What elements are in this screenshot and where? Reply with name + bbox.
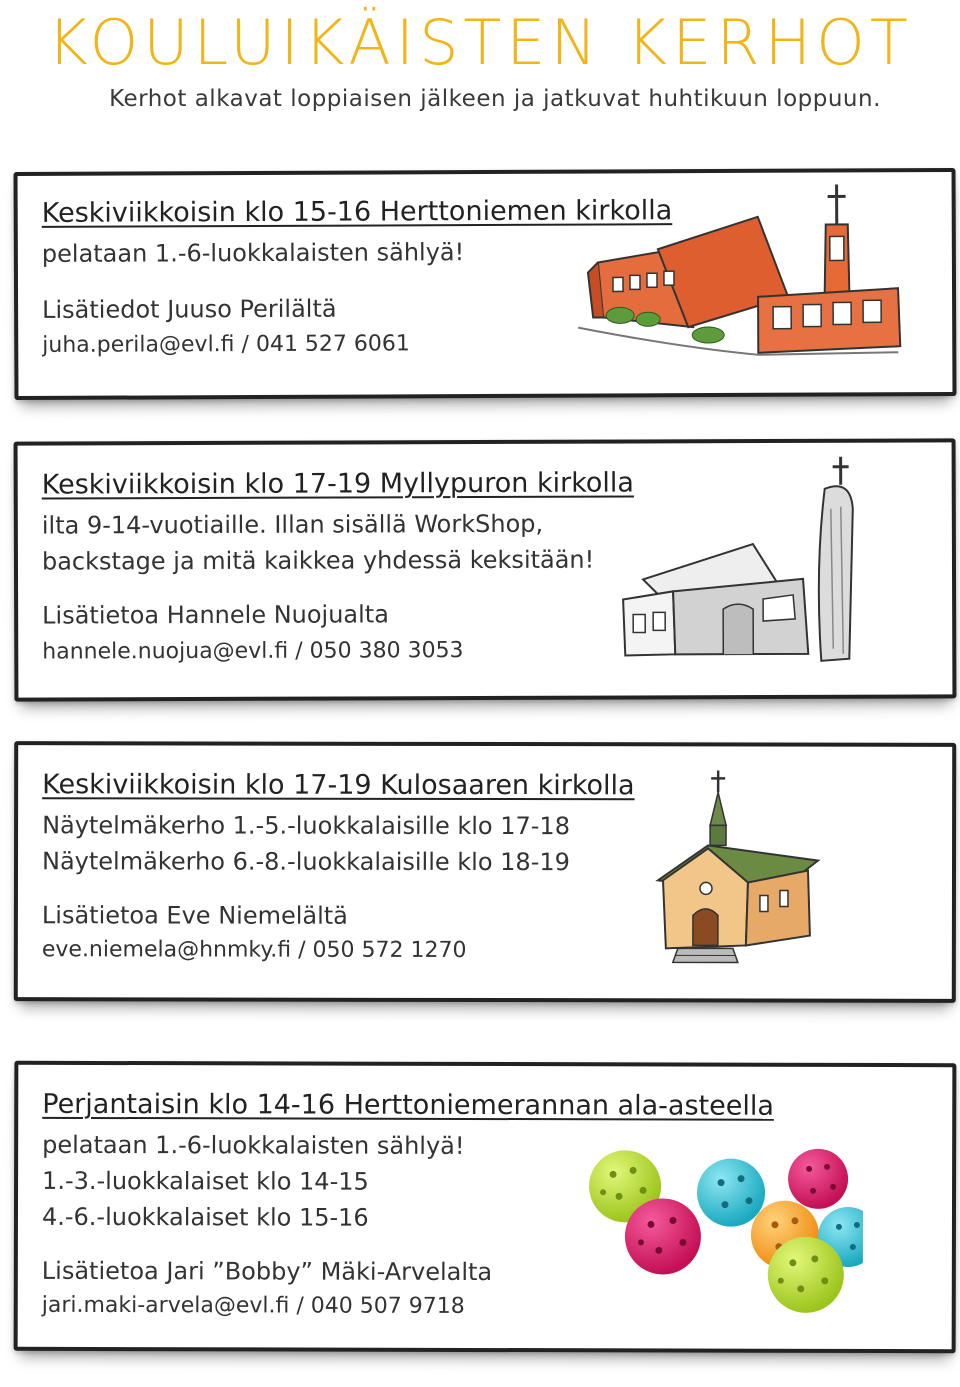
club-card-herttoniemi [14,168,957,400]
club-heading: Keskiviikkoisin klo 15-16 Herttoniemen kirkolla [41,195,673,229]
phone-number: 040 507 9718 [310,1293,465,1319]
club-description-line: 1.-3.-luokkalaiset klo 14-15 [42,1166,369,1196]
club-description-line: pelataan 1.-6-luokkalaisten sählyä! [41,238,465,268]
club-description-line: 4.-6.-luokkalaiset klo 15-16 [41,1202,369,1232]
club-description-line: backstage ja mitä kaikkea yhdessä keksitään! [41,545,595,576]
separator: / [234,332,256,358]
club-card-myllypuro [14,438,957,701]
contact-info [42,1293,465,1319]
club-description-line: ilta 9-14-vuotiaille. Illan sisällä WorkShop, [41,509,544,540]
email-link[interactable]: hannele.nuojua@evl.fi [42,638,289,665]
phone-number: 050 572 1270 [312,937,467,963]
herttoniemi-church-illustration [558,176,909,368]
contact-info [42,937,467,963]
contact-person: Lisätietoa Eve Niemelältä [41,901,348,930]
ball-cyan-center [697,1159,765,1227]
page-subtitle: Kerhot alkavat loppiaisen jälkeen ja jatkuvat huhtikuun loppuun. [109,86,881,112]
ball-lime-bottom [768,1237,844,1313]
club-heading: Keskiviikkoisin klo 17-19 Myllypuron kirkolla [41,467,634,501]
page-title: KOULUIKÄISTEN KERHOT [47,6,913,79]
ball-pink [625,1198,701,1274]
club-description-line: pelataan 1.-6-luokkalaisten sählyä! [42,1130,465,1160]
email-link[interactable]: eve.niemela@hnmky.fi [41,937,292,963]
email-link[interactable]: juha.perila@evl.fi [42,332,235,358]
club-card-herttoniemenranta [14,1061,957,1353]
contact-person: Lisätietoa Hannele Nuojualta [42,600,389,630]
phone-number: 041 527 6061 [255,331,410,357]
ball-pink-right [788,1149,848,1209]
myllypuro-church-illustration [603,449,894,675]
contact-info [42,331,410,358]
club-heading: Perjantaisin klo 14-16 Herttoniemerannan ala-asteella [42,1088,774,1122]
separator: / [288,638,310,664]
club-description-line: Näytelmäkerho 6.-8.-luokkalaisille klo 18-19 [41,847,570,877]
contact-person: Lisätiedot Juuso Perilältä [42,294,337,324]
floorball-balls-illustration [563,1138,863,1319]
contact-info [42,638,463,664]
separator: / [289,1293,311,1319]
club-heading: Keskiviikkoisin klo 17-19 Kulosaaren kirkolla [42,769,635,802]
phone-number: 050 380 3053 [309,638,464,664]
club-description-line: Näytelmäkerho 1.-5.-luokkalaisille klo 17-18 [42,811,571,841]
contact-person: Lisätietoa Jari ”Bobby” Mäki-Arvelalta [41,1256,493,1287]
club-card-kulosaari [14,741,956,1003]
kulosaari-church-illustration [648,770,838,970]
email-link[interactable]: jari.maki-arvela@evl.fi [41,1292,290,1319]
separator: / [291,937,313,963]
